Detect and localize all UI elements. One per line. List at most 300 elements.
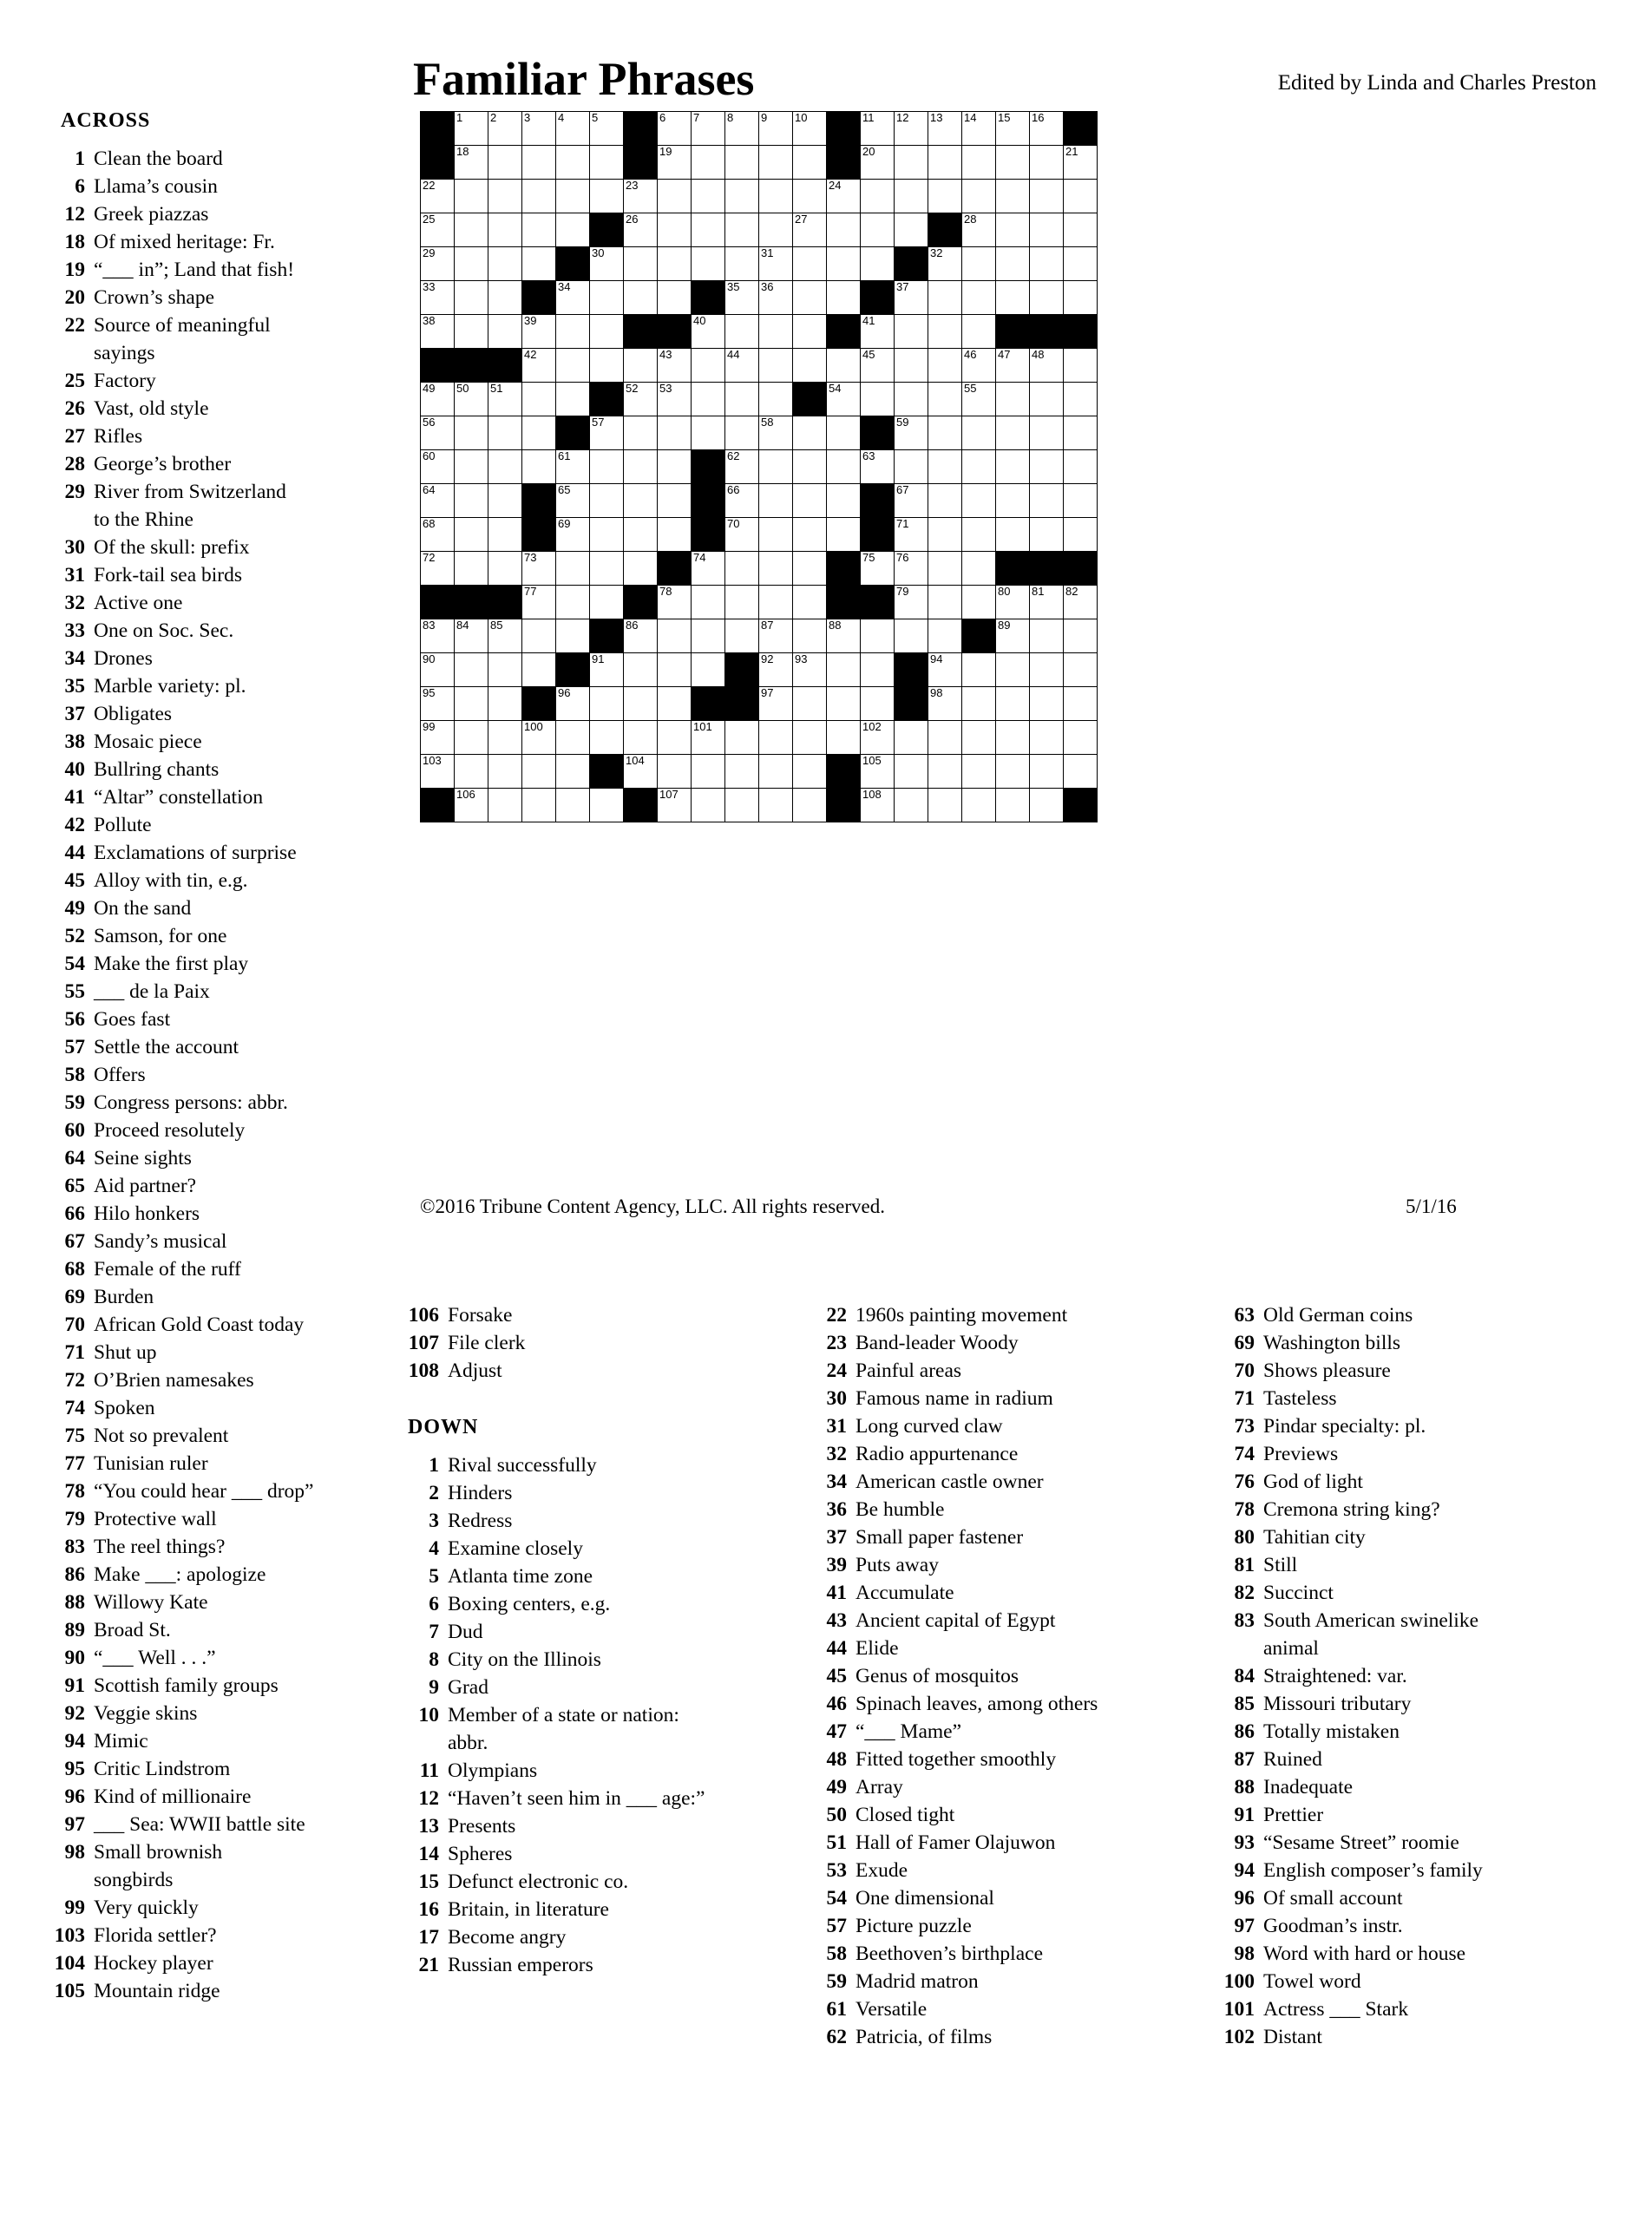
grid-cell[interactable] (488, 484, 522, 518)
grid-cell[interactable] (624, 213, 658, 247)
grid-cell[interactable] (488, 416, 522, 450)
grid-cell[interactable] (692, 146, 725, 180)
grid-cell[interactable] (522, 586, 556, 619)
grid-cell[interactable] (590, 687, 624, 721)
grid-cell[interactable] (827, 619, 861, 653)
grid-cell[interactable] (522, 416, 556, 450)
grid-cell[interactable] (455, 247, 488, 281)
grid-cell[interactable] (996, 687, 1030, 721)
grid-cell[interactable] (725, 281, 759, 315)
grid-cell[interactable] (962, 586, 996, 619)
grid-cell[interactable] (624, 416, 658, 450)
grid-cell[interactable] (759, 721, 793, 755)
grid-cell[interactable] (793, 789, 827, 822)
grid-cell[interactable] (725, 247, 759, 281)
grid-cell[interactable] (556, 213, 590, 247)
grid-cell[interactable] (488, 112, 522, 146)
grid-cell[interactable] (590, 112, 624, 146)
grid-cell[interactable] (590, 450, 624, 484)
grid-cell[interactable] (725, 721, 759, 755)
grid-cell[interactable] (624, 383, 658, 416)
grid-cell[interactable] (996, 755, 1030, 789)
grid-cell[interactable] (793, 213, 827, 247)
grid-cell[interactable] (1064, 518, 1098, 552)
grid-cell[interactable] (590, 315, 624, 349)
grid-cell[interactable] (624, 281, 658, 315)
grid-cell[interactable] (793, 484, 827, 518)
grid-cell[interactable] (1064, 213, 1098, 247)
grid-cell[interactable] (793, 349, 827, 383)
grid-cell[interactable] (962, 315, 996, 349)
grid-cell[interactable] (590, 180, 624, 213)
grid-cell[interactable] (556, 383, 590, 416)
grid-cell[interactable] (928, 281, 962, 315)
grid-cell[interactable] (522, 383, 556, 416)
grid-cell[interactable] (590, 484, 624, 518)
grid-cell[interactable] (793, 112, 827, 146)
grid-cell[interactable] (421, 653, 455, 687)
grid-cell[interactable] (1030, 789, 1064, 822)
grid-cell[interactable] (861, 146, 895, 180)
grid-cell[interactable] (624, 450, 658, 484)
grid-cell[interactable] (895, 789, 928, 822)
grid-cell[interactable] (556, 484, 590, 518)
grid-cell[interactable] (827, 416, 861, 450)
grid-cell[interactable] (725, 349, 759, 383)
grid-cell[interactable] (725, 450, 759, 484)
grid-cell[interactable] (793, 619, 827, 653)
grid-cell[interactable] (692, 755, 725, 789)
grid-cell[interactable] (1030, 383, 1064, 416)
grid-cell[interactable] (556, 180, 590, 213)
grid-cell[interactable] (522, 619, 556, 653)
grid-cell[interactable] (556, 315, 590, 349)
grid-cell[interactable] (895, 416, 928, 450)
grid-cell[interactable] (522, 721, 556, 755)
grid-cell[interactable] (759, 213, 793, 247)
grid-cell[interactable] (1030, 653, 1064, 687)
grid-cell[interactable] (488, 653, 522, 687)
grid-cell[interactable] (624, 619, 658, 653)
grid-cell[interactable] (895, 383, 928, 416)
grid-cell[interactable] (895, 721, 928, 755)
grid-cell[interactable] (759, 552, 793, 586)
grid-cell[interactable] (928, 112, 962, 146)
grid-cell[interactable] (590, 552, 624, 586)
grid-cell[interactable] (928, 518, 962, 552)
grid-cell[interactable] (996, 146, 1030, 180)
grid-cell[interactable] (658, 619, 692, 653)
grid-cell[interactable] (895, 213, 928, 247)
grid-cell[interactable] (522, 112, 556, 146)
grid-cell[interactable] (827, 518, 861, 552)
grid-cell[interactable] (759, 653, 793, 687)
grid-cell[interactable] (759, 281, 793, 315)
grid-cell[interactable] (624, 484, 658, 518)
grid-cell[interactable] (1030, 586, 1064, 619)
grid-cell[interactable] (488, 315, 522, 349)
grid-cell[interactable] (895, 349, 928, 383)
grid-cell[interactable] (725, 789, 759, 822)
grid-cell[interactable] (522, 653, 556, 687)
grid-cell[interactable] (928, 349, 962, 383)
grid-cell[interactable] (895, 552, 928, 586)
grid-cell[interactable] (590, 349, 624, 383)
grid-cell[interactable] (556, 281, 590, 315)
grid-cell[interactable] (928, 450, 962, 484)
grid-cell[interactable] (895, 180, 928, 213)
grid-cell[interactable] (996, 450, 1030, 484)
grid-cell[interactable] (556, 586, 590, 619)
grid-cell[interactable] (861, 552, 895, 586)
grid-cell[interactable] (590, 146, 624, 180)
grid-cell[interactable] (692, 315, 725, 349)
grid-cell[interactable] (522, 180, 556, 213)
grid-cell[interactable] (793, 281, 827, 315)
grid-cell[interactable] (455, 619, 488, 653)
grid-cell[interactable] (725, 315, 759, 349)
grid-cell[interactable] (996, 213, 1030, 247)
grid-cell[interactable] (827, 247, 861, 281)
grid-cell[interactable] (1064, 146, 1098, 180)
grid-cell[interactable] (827, 180, 861, 213)
grid-cell[interactable] (895, 484, 928, 518)
grid-cell[interactable] (421, 315, 455, 349)
grid-cell[interactable] (962, 789, 996, 822)
grid-cell[interactable] (1030, 180, 1064, 213)
grid-cell[interactable] (861, 213, 895, 247)
grid-cell[interactable] (658, 146, 692, 180)
grid-cell[interactable] (759, 146, 793, 180)
grid-cell[interactable] (455, 315, 488, 349)
grid-cell[interactable] (658, 450, 692, 484)
grid-cell[interactable] (556, 619, 590, 653)
grid-cell[interactable] (624, 552, 658, 586)
grid-cell[interactable] (692, 721, 725, 755)
grid-cell[interactable] (556, 789, 590, 822)
grid-cell[interactable] (759, 687, 793, 721)
grid-cell[interactable] (590, 721, 624, 755)
grid-cell[interactable] (1030, 247, 1064, 281)
grid-cell[interactable] (692, 653, 725, 687)
grid-cell[interactable] (692, 383, 725, 416)
grid-cell[interactable] (928, 416, 962, 450)
grid-cell[interactable] (928, 180, 962, 213)
grid-cell[interactable] (861, 383, 895, 416)
grid-cell[interactable] (895, 450, 928, 484)
grid-cell[interactable] (759, 586, 793, 619)
grid-cell[interactable] (895, 518, 928, 552)
grid-cell[interactable] (1064, 586, 1098, 619)
grid-cell[interactable] (996, 789, 1030, 822)
grid-cell[interactable] (692, 552, 725, 586)
grid-cell[interactable] (658, 112, 692, 146)
grid-cell[interactable] (996, 518, 1030, 552)
grid-cell[interactable] (1064, 180, 1098, 213)
grid-cell[interactable] (522, 450, 556, 484)
grid-cell[interactable] (455, 146, 488, 180)
grid-cell[interactable] (658, 518, 692, 552)
grid-cell[interactable] (928, 247, 962, 281)
grid-cell[interactable] (861, 247, 895, 281)
grid-cell[interactable] (1030, 687, 1064, 721)
grid-cell[interactable] (1064, 484, 1098, 518)
grid-cell[interactable] (624, 180, 658, 213)
grid-cell[interactable] (624, 687, 658, 721)
grid-cell[interactable] (455, 180, 488, 213)
grid-cell[interactable] (962, 450, 996, 484)
grid-cell[interactable] (861, 112, 895, 146)
grid-cell[interactable] (556, 146, 590, 180)
grid-cell[interactable] (793, 653, 827, 687)
grid-cell[interactable] (793, 315, 827, 349)
grid-cell[interactable] (996, 721, 1030, 755)
grid-cell[interactable] (692, 349, 725, 383)
grid-cell[interactable] (827, 687, 861, 721)
grid-cell[interactable] (658, 416, 692, 450)
grid-cell[interactable] (455, 518, 488, 552)
grid-cell[interactable] (793, 518, 827, 552)
grid-cell[interactable] (827, 721, 861, 755)
grid-cell[interactable] (895, 146, 928, 180)
grid-cell[interactable] (996, 653, 1030, 687)
grid-cell[interactable] (692, 416, 725, 450)
grid-cell[interactable] (455, 653, 488, 687)
grid-cell[interactable] (658, 213, 692, 247)
grid-cell[interactable] (658, 383, 692, 416)
grid-cell[interactable] (996, 416, 1030, 450)
grid-cell[interactable] (1030, 755, 1064, 789)
grid-cell[interactable] (928, 315, 962, 349)
grid-cell[interactable] (455, 416, 488, 450)
grid-cell[interactable] (1030, 450, 1064, 484)
grid-cell[interactable] (692, 112, 725, 146)
grid-cell[interactable] (996, 281, 1030, 315)
grid-cell[interactable] (962, 687, 996, 721)
grid-cell[interactable] (488, 383, 522, 416)
grid-cell[interactable] (725, 586, 759, 619)
grid-cell[interactable] (421, 383, 455, 416)
grid-cell[interactable] (861, 721, 895, 755)
grid-cell[interactable] (624, 247, 658, 281)
grid-cell[interactable] (759, 112, 793, 146)
grid-cell[interactable] (962, 484, 996, 518)
grid-cell[interactable] (1064, 349, 1098, 383)
grid-cell[interactable] (488, 789, 522, 822)
grid-cell[interactable] (455, 281, 488, 315)
grid-cell[interactable] (962, 281, 996, 315)
grid-cell[interactable] (692, 180, 725, 213)
grid-cell[interactable] (793, 755, 827, 789)
grid-cell[interactable] (962, 383, 996, 416)
grid-cell[interactable] (759, 484, 793, 518)
grid-cell[interactable] (522, 146, 556, 180)
grid-cell[interactable] (455, 383, 488, 416)
grid-cell[interactable] (1030, 112, 1064, 146)
grid-cell[interactable] (455, 552, 488, 586)
grid-cell[interactable] (759, 450, 793, 484)
grid-cell[interactable] (725, 619, 759, 653)
grid-cell[interactable] (590, 416, 624, 450)
grid-cell[interactable] (455, 213, 488, 247)
grid-cell[interactable] (590, 518, 624, 552)
grid-cell[interactable] (759, 619, 793, 653)
grid-cell[interactable] (725, 755, 759, 789)
grid-cell[interactable] (793, 721, 827, 755)
crossword-grid[interactable] (420, 111, 1098, 822)
grid-cell[interactable] (827, 450, 861, 484)
grid-cell[interactable] (725, 518, 759, 552)
grid-cell[interactable] (590, 247, 624, 281)
grid-cell[interactable] (692, 619, 725, 653)
grid-cell[interactable] (556, 755, 590, 789)
grid-cell[interactable] (962, 518, 996, 552)
grid-cell[interactable] (624, 653, 658, 687)
grid-cell[interactable] (556, 518, 590, 552)
grid-cell[interactable] (590, 789, 624, 822)
grid-cell[interactable] (658, 281, 692, 315)
grid-cell[interactable] (658, 349, 692, 383)
grid-cell[interactable] (421, 450, 455, 484)
grid-cell[interactable] (827, 653, 861, 687)
grid-cell[interactable] (895, 755, 928, 789)
grid-cell[interactable] (556, 687, 590, 721)
grid-cell[interactable] (861, 315, 895, 349)
grid-cell[interactable] (1064, 755, 1098, 789)
grid-cell[interactable] (1030, 213, 1064, 247)
grid-cell[interactable] (725, 383, 759, 416)
grid-cell[interactable] (1030, 281, 1064, 315)
grid-cell[interactable] (488, 213, 522, 247)
grid-cell[interactable] (793, 146, 827, 180)
grid-cell[interactable] (522, 789, 556, 822)
grid-cell[interactable] (996, 586, 1030, 619)
grid-cell[interactable] (590, 653, 624, 687)
grid-cell[interactable] (962, 721, 996, 755)
grid-cell[interactable] (928, 146, 962, 180)
grid-cell[interactable] (421, 755, 455, 789)
grid-cell[interactable] (996, 619, 1030, 653)
grid-cell[interactable] (928, 721, 962, 755)
grid-cell[interactable] (928, 552, 962, 586)
grid-cell[interactable] (488, 146, 522, 180)
grid-cell[interactable] (421, 721, 455, 755)
grid-cell[interactable] (421, 247, 455, 281)
grid-cell[interactable] (759, 349, 793, 383)
grid-cell[interactable] (759, 416, 793, 450)
grid-cell[interactable] (421, 518, 455, 552)
grid-cell[interactable] (692, 789, 725, 822)
grid-cell[interactable] (962, 416, 996, 450)
grid-cell[interactable] (725, 416, 759, 450)
grid-cell[interactable] (488, 552, 522, 586)
grid-cell[interactable] (421, 619, 455, 653)
grid-cell[interactable] (895, 619, 928, 653)
grid-cell[interactable] (658, 755, 692, 789)
grid-cell[interactable] (421, 213, 455, 247)
grid-cell[interactable] (725, 180, 759, 213)
grid-cell[interactable] (793, 247, 827, 281)
grid-cell[interactable] (556, 112, 590, 146)
grid-cell[interactable] (759, 315, 793, 349)
grid-cell[interactable] (488, 619, 522, 653)
grid-cell[interactable] (1064, 450, 1098, 484)
grid-cell[interactable] (1064, 619, 1098, 653)
grid-cell[interactable] (996, 383, 1030, 416)
grid-cell[interactable] (692, 213, 725, 247)
grid-cell[interactable] (759, 383, 793, 416)
grid-cell[interactable] (962, 146, 996, 180)
grid-cell[interactable] (895, 586, 928, 619)
grid-cell[interactable] (488, 281, 522, 315)
grid-cell[interactable] (556, 721, 590, 755)
grid-cell[interactable] (861, 349, 895, 383)
grid-cell[interactable] (658, 687, 692, 721)
grid-cell[interactable] (692, 247, 725, 281)
grid-cell[interactable] (861, 653, 895, 687)
grid-cell[interactable] (827, 484, 861, 518)
grid-cell[interactable] (455, 112, 488, 146)
grid-cell[interactable] (421, 416, 455, 450)
grid-cell[interactable] (658, 247, 692, 281)
grid-cell[interactable] (556, 552, 590, 586)
grid-cell[interactable] (590, 281, 624, 315)
grid-cell[interactable] (996, 484, 1030, 518)
grid-cell[interactable] (793, 552, 827, 586)
grid-cell[interactable] (962, 180, 996, 213)
grid-cell[interactable] (455, 450, 488, 484)
grid-cell[interactable] (556, 450, 590, 484)
grid-cell[interactable] (895, 112, 928, 146)
grid-cell[interactable] (522, 755, 556, 789)
grid-cell[interactable] (759, 180, 793, 213)
grid-cell[interactable] (928, 687, 962, 721)
grid-cell[interactable] (1030, 518, 1064, 552)
grid-cell[interactable] (861, 789, 895, 822)
grid-cell[interactable] (658, 789, 692, 822)
grid-cell[interactable] (421, 281, 455, 315)
grid-cell[interactable] (421, 180, 455, 213)
grid-cell[interactable] (928, 789, 962, 822)
grid-cell[interactable] (793, 450, 827, 484)
grid-cell[interactable] (455, 789, 488, 822)
grid-cell[interactable] (928, 484, 962, 518)
grid-cell[interactable] (692, 586, 725, 619)
grid-cell[interactable] (793, 180, 827, 213)
grid-cell[interactable] (861, 687, 895, 721)
grid-cell[interactable] (1030, 721, 1064, 755)
grid-cell[interactable] (624, 755, 658, 789)
grid-cell[interactable] (1064, 281, 1098, 315)
grid-cell[interactable] (895, 281, 928, 315)
grid-cell[interactable] (455, 687, 488, 721)
grid-cell[interactable] (725, 213, 759, 247)
grid-cell[interactable] (996, 112, 1030, 146)
grid-cell[interactable] (725, 484, 759, 518)
grid-cell[interactable] (488, 687, 522, 721)
grid-cell[interactable] (522, 247, 556, 281)
grid-cell[interactable] (759, 518, 793, 552)
grid-cell[interactable] (725, 112, 759, 146)
grid-cell[interactable] (962, 755, 996, 789)
grid-cell[interactable] (962, 247, 996, 281)
grid-cell[interactable] (658, 653, 692, 687)
grid-cell[interactable] (928, 383, 962, 416)
grid-cell[interactable] (1064, 721, 1098, 755)
grid-cell[interactable] (827, 383, 861, 416)
grid-cell[interactable] (658, 586, 692, 619)
grid-cell[interactable] (1064, 416, 1098, 450)
